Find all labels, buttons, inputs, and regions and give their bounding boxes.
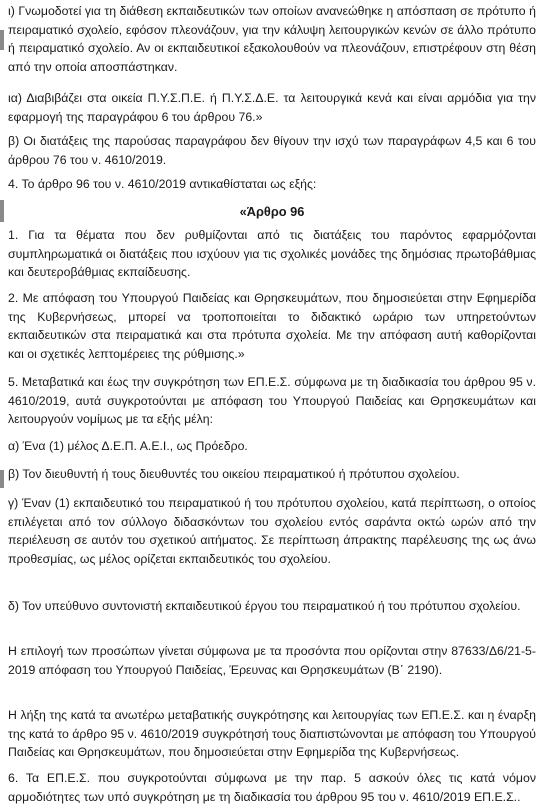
member-delta: δ) Τον υπεύθυνο συντονιστή εκπαιδευτικού έργου του πειραματικού ή του πρότυπου σχολείου. — [8, 599, 521, 613]
article-heading: «Άρθρο 96 — [239, 204, 305, 219]
paragraph-6: 6. Τα ΕΠ.Ε.Σ. που συγκροτούνται σύμφωνα με την παρ. 5 ασκούν όλες τις κατά νόμον αρμοδιότητες των υπό συγκρότηση με τη διαδικασία του άρθρου 95 του ν. 4610/2019 ΕΠ.Ε.Σ.. — [8, 771, 536, 804]
scan-margin-mark — [0, 470, 4, 488]
scan-margin-mark — [0, 30, 4, 50]
article-paragraph-1: 1. Για τα θέματα που δεν ρυθμίζονται από τις διατάξεις του παρόντος εφαρμόζονται συμπληρωματικά οι διατάξεις που ισχύουν για τις σχολικές μονάδες της δημόσιας πρωτοβάθμιας και δευτεροβάθμιας εκπαίδευσης. — [8, 228, 536, 280]
paragraph-beta-transitional: β) Οι διατάξεις της παρούσας παραγράφου δεν θίγουν την ισχύ των παραγράφων 4,5 και 6 του άρθρου 76 του ν. 4610/2019. — [8, 134, 536, 167]
paragraph-iota: ι) Γνωμοδοτεί για τη διάθεση εκπαιδευτικών των οποίων ανανεώθηκε η απόσπαση σε πρότυπο ή πειραματικό σχολείο, εφόσον πλεονάζουν, για την κάλυψη λειτουργικών κενών σε άλλο πρότυπο ή πειραματικό σχολείο. Αν οι εκπαιδευτικοί εξακολουθούν να πλεονάζουν, επιστρέφουν στη θέση από την οποία αποσπάστηκαν. — [8, 4, 536, 74]
paragraph-article-4: 4. Το άρθρο 96 του ν. 4610/2019 αντικαθίσταται ως εξής: — [8, 177, 317, 191]
paragraph-5-transitional: 5. Μεταβατικά και έως την συγκρότηση των ΕΠ.Ε.Σ. σύμφωνα με τη διαδικασία του άρθρου 95 ν. 4610/2019, αυτά συγκροτούνται με απόφαση του Υπουργού Παιδείας και Θρησκευμάτων και λειτουργούν νομίμως με τα εξής μέλη: — [8, 375, 536, 427]
selection-criteria: Η επιλογή των προσώπων γίνεται σύμφωνα με τα προσόντα που ορίζονται στην 87633/Δ6/21-5-2019 απόφαση του Υπουργού Παιδείας, Έρευνας και Θρησκευμάτων (Β΄ 2190). — [8, 644, 536, 677]
transition-end: Η λήξη της κατά τα ανωτέρω μεταβατικής συγκρότησης και λειτουργίας των ΕΠ.Ε.Σ. και η έναρξη της κατά το άρθρο 95 ν. 4610/2019 συγκρότησή τους διαπιστώνονται με απόφαση του Υπουργού Παιδείας και Θρησκευμάτων, που δημοσιεύεται στην Εφημερίδα της Κυβερνήσεως. — [8, 708, 536, 760]
paragraph-iota-alpha: ια) Διαβιβάζει στα οικεία Π.Υ.Σ.Π.Ε. ή Π.Υ.Σ.Δ.Ε. τα λειτουργικά κενά και είναι αρμόδια για την εφαρμογή της παραγράφου 6 του άρθρου 76.» — [8, 91, 536, 124]
member-alpha: α) Ένα (1) μέλος Δ.Ε.Π. Α.Ε.Ι., ως Πρόεδρο. — [8, 439, 248, 453]
member-gamma: γ) Έναν (1) εκπαιδευτικό του πειραματικού ή του πρότυπου σχολείου, κατά περίπτωση, ο οποίος επιλέγεται από τον σύλλογο διδασκόντων του σχολείου εντός σαράντα οκτώ ωρών από την περιέλευση σε αυτόν του σχετικού αιτήματος. Σε περίπτωση άπρακτης παρέλευσης της ως άνω προθεσμίας, ως μέλος ορίζεται εκπαιδευτικός του σχολείου. — [8, 496, 536, 566]
member-beta: β) Τον διευθυντή ή τους διευθυντές του οικείου πειραματικού ή πρότυπου σχολείου. — [8, 467, 460, 481]
article-paragraph-2: 2. Με απόφαση του Υπουργού Παιδείας και Θρησκευμάτων, που δημοσιεύεται στην Εφημερίδα της Κυβερνήσεως, μπορεί να τροποποιείται το διδακτικό ωράριο των υπηρετούντων εκπαιδευτικών στα πειραματικά και στα πρότυπα σχολεία. Με την απόφαση αυτή καθορίζονται και οι σχετικές λεπτομέρειες της ρύθμισης.» — [8, 291, 536, 361]
